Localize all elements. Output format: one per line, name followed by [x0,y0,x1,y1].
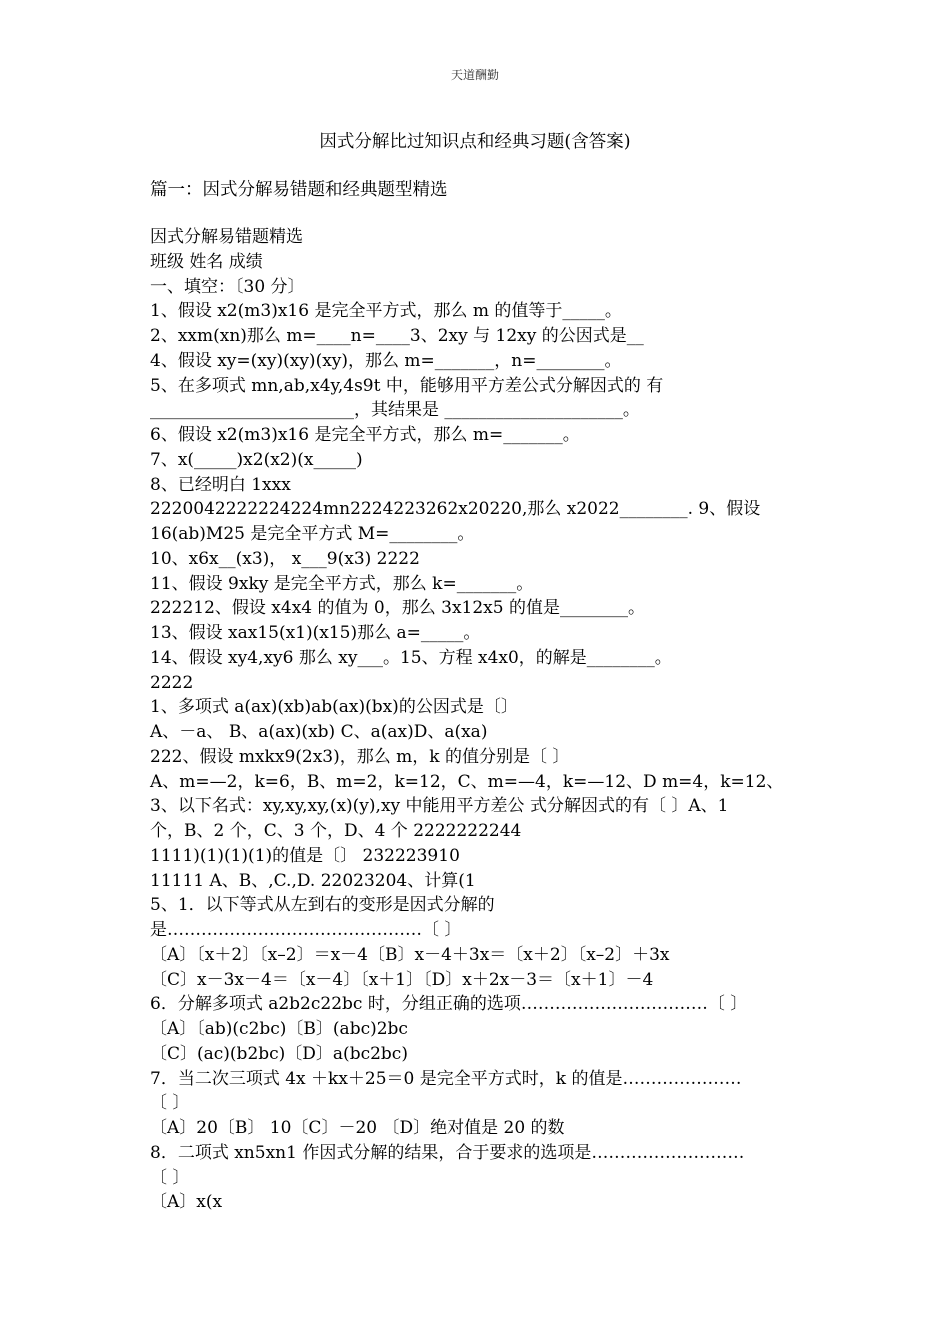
text-line: 10、x6x__(x3)， x___9(x3) 2222 [150,548,420,569]
text-line: 5、1．以下等式从左到右的变形是因式分解的 [150,895,495,916]
text-line: 5、在多项式 mn,ab,x4y,4s9t 中，能够用平方差公式分解因式的 有 [150,375,664,396]
text-line: 一、填空：〔30 分〕 [150,276,305,297]
text-line: 6、假设 x2(m3)x16 是完全平方式，那么 m=_______。 [150,425,580,445]
text-line: 6．分解多项式 a2b2c22bc 时，分组正确的选项……………………………〔 〕 [150,994,748,1015]
text-line: 3、以下名式：xy,xy,xy,(x)(y),xy 中能用平方差公 式分解因式的有〔 〕A、1 [150,796,729,817]
text-line: 13、假设 xax15(x1)(x15)那么 a=_____。 [150,623,481,643]
section-heading: 篇一：因式分解易错题和经典题型精选 [150,180,448,200]
text-line: 1、假设 x2(m3)x16 是完全平方式，那么 m 的值等于_____。 [150,301,622,322]
text-line: 8．二项式 xn5xn1 作因式分解的结果，合于要求的选项是……………………… [150,1142,745,1163]
text-line: 16(ab)M25 是完全平方式 M=________。 [150,524,475,544]
text-line: 〔A〕20〔B〕 10〔C〕－20 〔D〕绝对值是 20 的数 [150,1118,565,1138]
text-line: 11、假设 9xky 是完全平方式，那么 k=_______。 [150,573,534,594]
text-line: 1、多项式 a(ax)(xb)ab(ax)(bx)的公因式是〔〕 [150,697,518,718]
document-title: 因式分解比过知识点和经典习题(含答案) [319,132,631,152]
text-line: 〔C〕x－3x－4＝〔x－4〕〔x＋1〕〔D〕x＋2x－3＝〔x＋1〕－4 [150,969,654,990]
text-line: 7、x(_____)x2(x2)(x_____) [150,449,363,470]
text-line: 14、假设 xy4,xy6 那么 xy___。15、方程 x4x0，的解是________。 [150,647,672,668]
text-line: 〔C〕(ac)(b2bc)〔D〕a(bc2bc) [150,1043,408,1064]
text-line: A、－a、 B、a(ax)(xb) C、a(ax)D、a(xa) [150,722,488,742]
page-header: 天道酬勤 [450,68,499,82]
text-line: 是………………………………………〔 〕 [150,920,462,940]
text-line: 222212、假设 x4x4 的值为 0，那么 3x12x5 的值是________。 [150,598,645,619]
text-line: 4、假设 xy=(xy)(xy)(xy)，那么 m=_______，n=________。 [150,350,622,371]
text-line: 11111 A、B、,C.,D. 22023204、计算(1 [150,870,476,891]
text-line: 1111)(1)(1)(1)的值是〔〕 232223910 [150,845,460,866]
text-line: 8、已经明白 1xxx [150,474,291,495]
text-line: 〔 〕 [150,1093,190,1114]
text-line: A、m=—2，k=6，B、m=2，k=12，C、m=—4，k=—12、D m=4，k=12、 [150,771,784,792]
text-line: 班级 姓名 成绩 [150,251,263,272]
text-line: 2220042222224224mn2224223262x20220,那么 x2022________. 9、假设 [150,499,761,520]
text-line: 222、假设 mxkx9(2x3)，那么 m，k 的值分别是〔 〕 [150,746,570,767]
document-body [150,225,810,1215]
text-line: 〔A〕x(x [150,1192,223,1213]
text-line: 〔A〕〔ab)(c2bc)〔B〕(abc)2bc [150,1019,408,1039]
text-line: 7．当二次三项式 4x ＋kx＋25＝0 是完全平方式时，k 的值是………………… [150,1068,742,1089]
text-line: ________________________，其结果是 _____________________。 [150,400,640,421]
text-line: 〔A〕〔x＋2〕〔x–2〕＝x－4〔B〕x－4＋3x＝〔x＋2〕〔x–2〕＋3x [150,944,670,965]
text-line: 个，B、2 个，C、3 个，D、4 个 2222222244 [150,821,522,841]
text-line: 2、xxm(xn)那么 m=____n=____3、2xy 与 12xy 的公因式是__ [150,326,644,346]
text-line: 因式分解易错题精选 [150,227,303,247]
text-line: 2222 [150,672,194,693]
text-line: 〔 〕 [150,1167,190,1188]
